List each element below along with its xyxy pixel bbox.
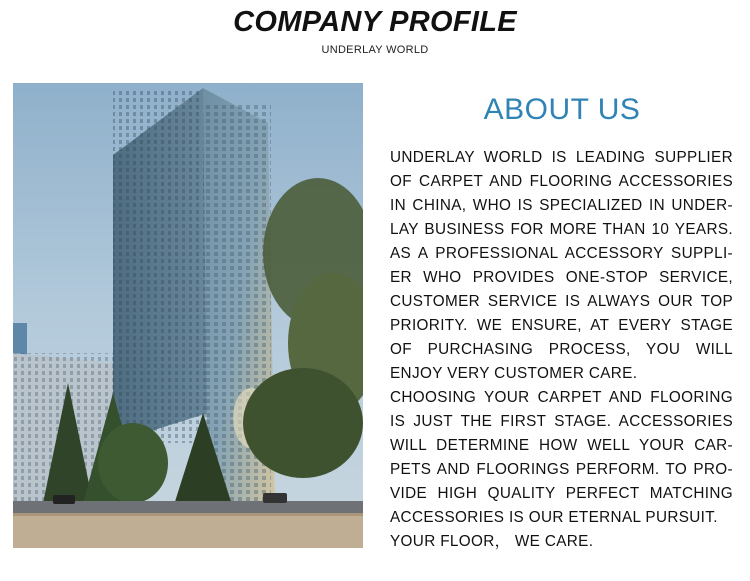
body-line: VIDE HIGH QUALITY PERFECT MATCHING — [390, 485, 733, 502]
body-line: ENJOY VERY CUSTOMER CARE. — [390, 365, 638, 382]
body-line: LAY BUSINESS FOR MORE THAN 10 YEARS. — [390, 221, 733, 238]
body-line: ER WHO PROVIDES ONE-STOP SERVICE, — [390, 269, 733, 286]
about-us-body — [390, 146, 733, 554]
body-line: ACCESSORIES IS OUR ETERNAL PURSUIT. — [390, 509, 718, 526]
body-line: IN CHINA, WHO IS SPECIALIZED IN UNDER- — [390, 197, 733, 214]
body-line: AS A PROFESSIONAL ACCESSORY SUPPLI- — [390, 245, 733, 262]
body-line: PETS AND FLOORINGS PERFORM. TO PRO- — [390, 461, 733, 478]
about-us-heading: ABOUT US — [483, 93, 641, 126]
page-subtitle: UNDERLAY WORLD — [321, 44, 429, 56]
body-line: PRIORITY. WE ENSURE, AT EVERY STAGE — [390, 317, 733, 334]
body-line: YOUR FLOOR， WE CARE. — [390, 533, 594, 550]
office-building-photo — [13, 83, 363, 548]
body-line: CUSTOMER SERVICE IS ALWAYS OUR TOP — [390, 293, 733, 310]
body-line: OF CARPET AND FLOORING ACCESSORIES — [390, 173, 733, 190]
page-title: COMPANY PROFILE — [233, 6, 517, 38]
body-line: CHOOSING YOUR CARPET AND FLOORING — [390, 389, 733, 406]
body-line: OF PURCHASING PROCESS, YOU WILL — [390, 341, 733, 358]
body-line: IS JUST THE FIRST STAGE. ACCESSORIES — [390, 413, 733, 430]
body-line: UNDERLAY WORLD IS LEADING SUPPLIER — [390, 149, 733, 166]
body-line: WILL DETERMINE HOW WELL YOUR CAR- — [390, 437, 733, 454]
